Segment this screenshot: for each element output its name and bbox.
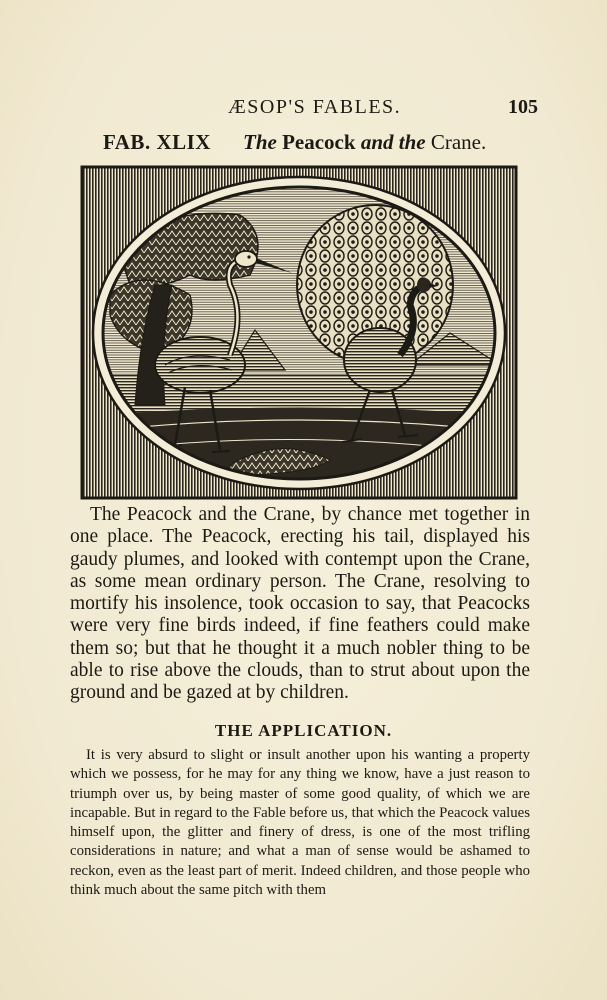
application-text: It is very absurd to slight or insult another upon his wanting a property which we possess, for he may for any thing we know, have a just reason to triumph over us, by being master of some good quality, of which we are incapable. But in regard to the Fable before us, that which the Peacock values himself upon, the glitter and finery of dress, is one of the most trifling considerations in nature; and what a man of sense would be ashamed to reckon, even as the least part of merit. Indeed children, and those people who think much about the same pitch with them [70, 747, 530, 899]
fable-title-the: The [243, 130, 277, 154]
woodcut-illustration [80, 165, 518, 500]
woodcut-svg [80, 165, 518, 500]
running-title: ÆSOP'S FABLES. [228, 96, 402, 118]
application-heading: THE APPLICATION. [214, 721, 393, 740]
running-head [0, 96, 607, 120]
page-number: 105 [508, 96, 538, 118]
fable-text: The Peacock and the Crane, by chance met together in one place. The Peacock, erecting his tail, displayed his gaudy plumes, and looked with contempt upon the Crane, as some mean ordinary person. The Crane, resolving to mortify his insolence, took occasion to say, that Peacocks were very fine birds indeed, if fine feathers could make them so; but that he thought it a much nobler thing to be able to rise above the clouds, than to strut about upon the ground and be gazed at by children. [70, 504, 530, 704]
fable-title-crane: Crane. [430, 130, 487, 154]
fable-title-and-the: and the [360, 130, 426, 154]
fable-title [243, 130, 486, 155]
fable-number: FAB. XLIX [103, 130, 211, 154]
fable-title-peacock: Peacock [282, 130, 356, 154]
